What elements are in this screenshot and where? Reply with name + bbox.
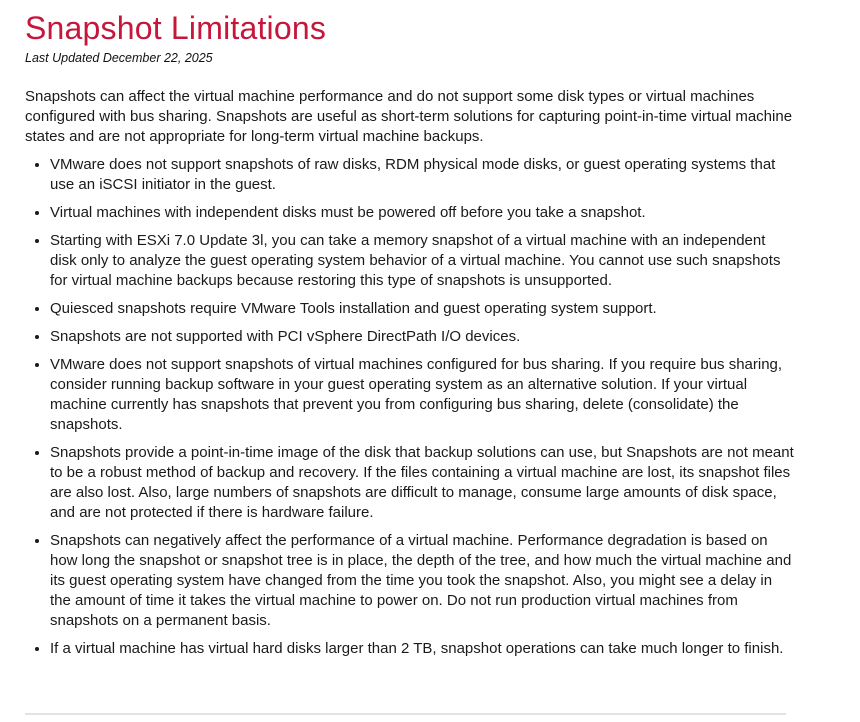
list-item: • Snapshots are not supported with PCI vSphere DirectPath I/O devices.	[50, 327, 795, 347]
list-item: • Quiesced snapshots require VMware Tools installation and guest operating system support.	[50, 299, 795, 319]
page-title: Snapshot Limitations	[25, 10, 327, 46]
list-item: • Starting with ESXi 7.0 Update 3l, you can take a memory snapshot of a virtual machine with an independent disk only to analyze the guest operating system behavior of a virtual machine. You cannot use such snapshots for virtual machine backups because restoring this type of snapshots is unsupported.	[50, 231, 795, 291]
list-item: • Snapshots can negatively affect the performance of a virtual machine. Performance degradation is based on how long the snapshot or snapshot tree is in place, the depth of the tree, and how much the virtual machine and its guest operating system have changed from the time you took the snapshot. Also, you might see a delay in the amount of time it takes the virtual machine to power on. Do not run production virtual machines from snapshots on a permanent basis.	[50, 531, 795, 631]
list-item: • Virtual machines with independent disks must be powered off before you take a snapshot.	[50, 203, 795, 223]
list-item: • VMware does not support snapshots of virtual machines configured for bus sharing. If you require bus sharing, consider running backup software in your guest operating system as an alternative solution. If your virtual machine currently has snapshots that prevent you from configuring bus sharing, delete (consolidate) the snapshots.	[50, 355, 795, 435]
limitations-list	[25, 155, 795, 659]
bottom-divider	[25, 713, 786, 715]
last-updated-date: Last Updated December 22, 2025	[25, 51, 213, 65]
list-item: • Snapshots provide a point-in-time image of the disk that backup solutions can use, but Snapshots are not meant to be a robust method of backup and recovery. If the files containing a virtual machine are lost, its snapshot files are also lost. Also, large numbers of snapshots are difficult to manage, consume large amounts of disk space, and are not protected if there is hardware failure.	[50, 443, 795, 523]
list-item: • VMware does not support snapshots of raw disks, RDM physical mode disks, or guest operating systems that use an iSCSI initiator in the guest.	[50, 155, 795, 195]
article	[25, 8, 795, 667]
list-item: • If a virtual machine has virtual hard disks larger than 2 TB, snapshot operations can take much longer to finish.	[50, 639, 795, 659]
intro-paragraph: Snapshots can affect the virtual machine performance and do not support some disk types or virtual machines configured with bus sharing. Snapshots are useful as short-term solutions for capturing point-in-time virtual machine states and are not appropriate for long-term virtual machine backups.	[25, 88, 793, 145]
